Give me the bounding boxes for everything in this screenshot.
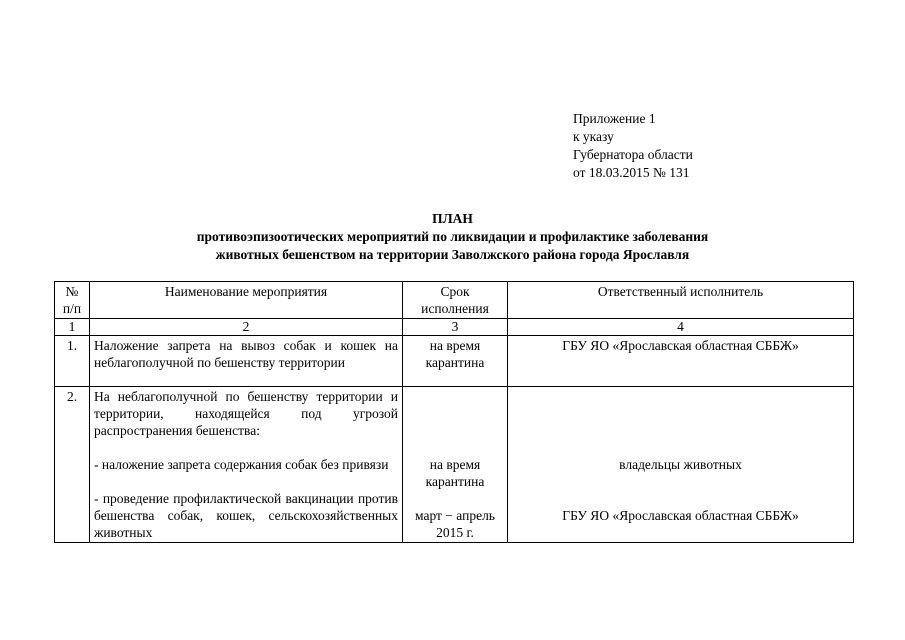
row-2-term-spacer-3 bbox=[407, 490, 503, 507]
row-1-responsible: ГБУ ЯО «Ярославская областная СББЖ» bbox=[508, 336, 854, 387]
row-2-item-2-term-line-2: 2015 г. bbox=[436, 525, 474, 540]
row-2-item-1-responsible: владельцы животных bbox=[619, 457, 742, 472]
column-index-1: 1 bbox=[55, 319, 90, 336]
appendix-block bbox=[573, 110, 693, 182]
appendix-line-2: к указу bbox=[573, 129, 614, 144]
row-2-item-2-responsible: ГБУ ЯО «Ярославская областная СББЖ» bbox=[562, 508, 799, 523]
row-2-responsible-spacer-3 bbox=[512, 473, 849, 490]
row-2-responsible-spacer bbox=[512, 388, 849, 439]
document-title-block bbox=[0, 210, 905, 264]
row-2-item-1-term-line-2: карантина bbox=[425, 474, 485, 489]
row-1-term-line-2: карантина bbox=[425, 355, 485, 370]
row-2-item-2-name: - проведение профилактической вакцинации против бешенства собак, кошек, сельскохозяйственных животных bbox=[94, 491, 398, 540]
appendix-line-4: от 18.03.2015 № 131 bbox=[573, 165, 690, 180]
row-1-number: 1. bbox=[55, 336, 90, 387]
header-term-line-2: исполнения bbox=[421, 301, 489, 316]
table-row bbox=[55, 387, 854, 543]
column-index-3: 3 bbox=[403, 319, 508, 336]
header-number-line-2: п/п bbox=[62, 301, 82, 316]
plan-table bbox=[54, 281, 854, 543]
row-1-term-line-1: на время bbox=[429, 338, 481, 353]
document-subtitle-line-1: противоэпизоотических мероприятий по ликвидации и профилактике заболевания bbox=[196, 229, 709, 244]
row-2-number: 2. bbox=[55, 387, 90, 543]
column-index-2: 2 bbox=[90, 319, 403, 336]
row-2-name-cell bbox=[90, 387, 403, 543]
table-row bbox=[55, 336, 854, 387]
document-title: ПЛАН bbox=[432, 211, 473, 226]
row-1-name: Наложение запрета на вывоз собак и кошек на неблагополучной по бешенству территории bbox=[90, 336, 403, 387]
row-1-term bbox=[403, 336, 508, 387]
row-2-spacer-2 bbox=[94, 473, 398, 490]
row-2-spacer-1 bbox=[94, 439, 398, 456]
table-header-row bbox=[55, 282, 854, 319]
header-name: Наименование мероприятия bbox=[90, 282, 403, 319]
row-2-term-cell bbox=[403, 387, 508, 543]
row-2-responsible-cell bbox=[508, 387, 854, 543]
column-index-4: 4 bbox=[508, 319, 854, 336]
appendix-line-1: Приложение 1 bbox=[573, 111, 656, 126]
row-2-name: На неблагополучной по бешенству территории и территории, находящейся под угрозой распространения бешенства: bbox=[94, 389, 398, 438]
header-term bbox=[403, 282, 508, 319]
header-number bbox=[55, 282, 90, 319]
column-index-row bbox=[55, 319, 854, 336]
row-2-item-1-term-line-1: на время bbox=[429, 457, 481, 472]
appendix-line-3: Губернатора области bbox=[573, 147, 693, 162]
row-2-responsible-spacer-4 bbox=[512, 490, 849, 507]
row-2-item-2-term-line-1: март − апрель bbox=[415, 508, 495, 523]
row-2-term-spacer bbox=[407, 388, 503, 439]
row-2-term-spacer-2 bbox=[407, 439, 503, 456]
header-responsible: Ответственный исполнитель bbox=[508, 282, 854, 319]
row-2-item-1-name: - наложение запрета содержания собак без привязи bbox=[94, 457, 389, 472]
document-subtitle-line-2: животных бешенством на территории Заволжского района города Ярославля bbox=[215, 247, 690, 262]
header-term-line-1: Срок bbox=[440, 284, 470, 299]
header-number-line-1: № bbox=[65, 284, 79, 299]
row-2-responsible-spacer-2 bbox=[512, 439, 849, 456]
